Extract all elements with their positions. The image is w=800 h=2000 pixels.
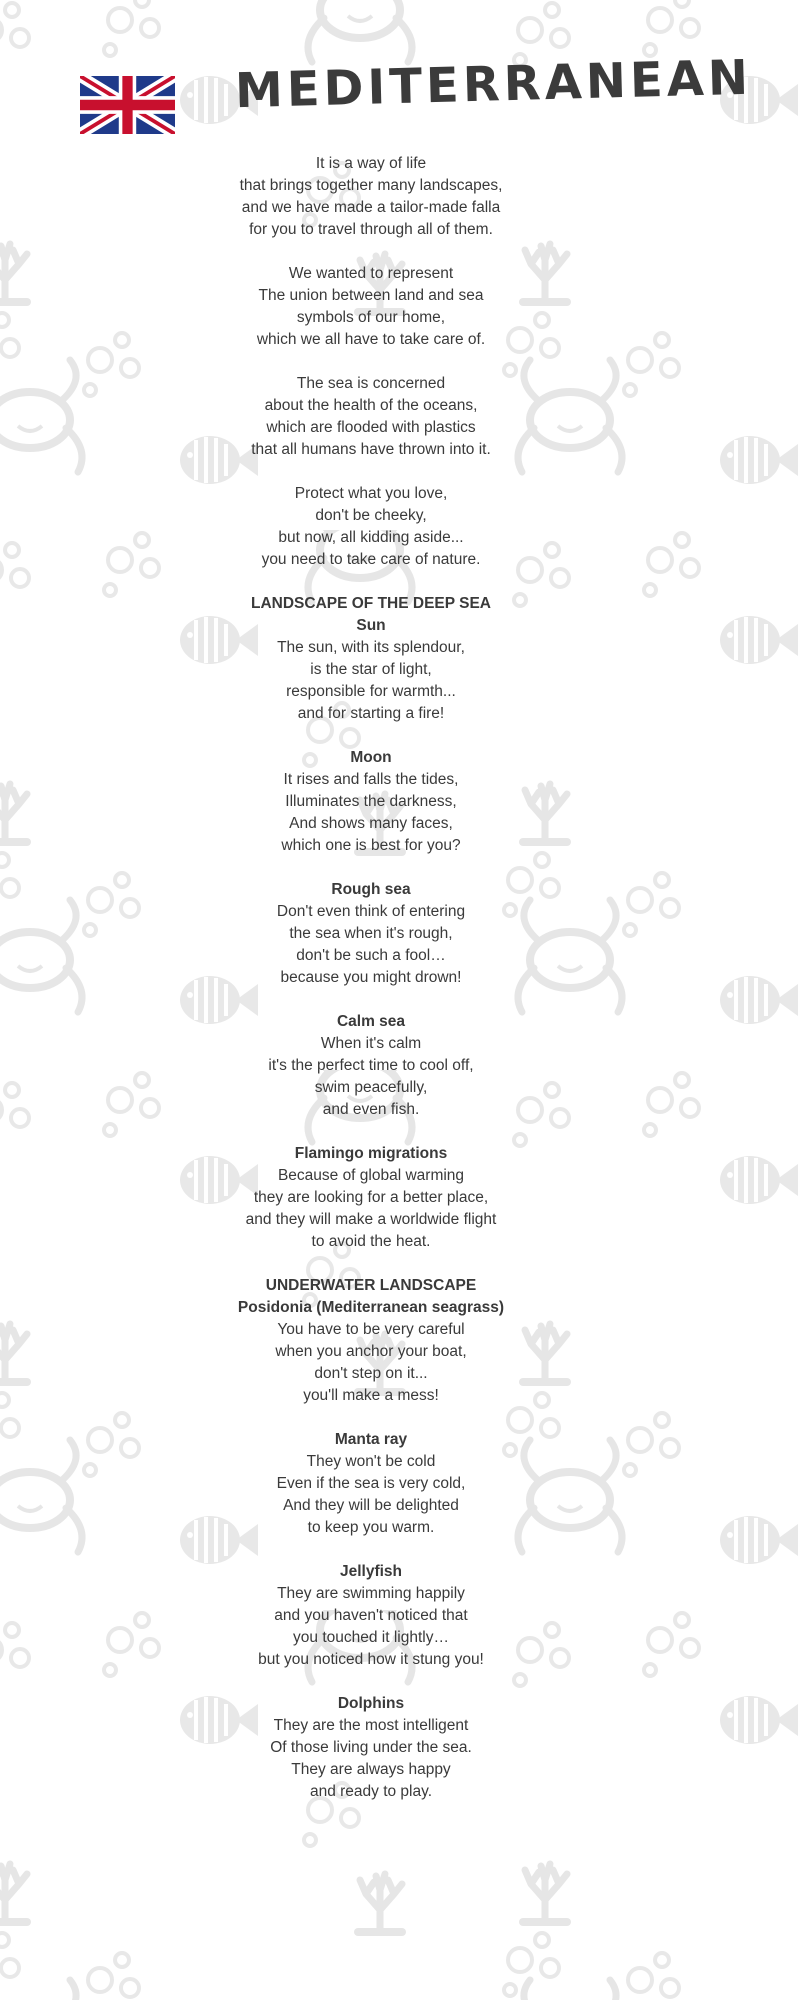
poem-line: you'll make a mess! (303, 1387, 439, 1404)
poem-line: don't be such a fool… (296, 947, 446, 964)
poem-line: don't step on it... (314, 1365, 428, 1382)
stanza (200, 483, 542, 571)
poem-title: Posidonia (Mediterranean seagrass) (237, 1299, 505, 1316)
poem-line: The union between land and sea (258, 287, 484, 304)
poem-line: And they will be delighted (283, 1497, 459, 1514)
poem-line: They are swimming happily (277, 1585, 465, 1602)
poem-line: they are looking for a better place, (253, 1189, 489, 1206)
poem-line: The sun, with its splendour, (277, 639, 465, 656)
poem-line: swim peacefully, (314, 1079, 428, 1096)
poem-line: that brings together many landscapes, (239, 177, 503, 194)
poem-line: and ready to play. (309, 1783, 433, 1800)
poem-line: You have to be very careful (277, 1321, 465, 1338)
poem-intro (200, 153, 542, 571)
poem-section (200, 1275, 542, 1407)
poem-line: It rises and falls the tides, (283, 771, 459, 788)
poem-line: and we have made a tailor-made falla (241, 199, 501, 216)
poem-line: It is a way of life (315, 155, 427, 172)
uk-flag-icon (80, 76, 175, 134)
poem-line: it's the perfect time to cool off, (268, 1057, 474, 1074)
poem-line: Don't even think of entering (276, 903, 466, 920)
poem-section (200, 747, 542, 857)
poem (200, 153, 542, 1825)
poem-line: and they will make a worldwide flight (245, 1211, 497, 1228)
poem-line: symbols of our home, (296, 309, 446, 326)
poem-section (200, 1693, 542, 1803)
section-heading: UNDERWATER LANDSCAPE (265, 1277, 477, 1294)
poem-line: When it's calm (320, 1035, 422, 1052)
poem-line: Illuminates the darkness, (285, 793, 457, 810)
poem-section (200, 593, 542, 725)
poem-line: but now, all kidding aside... (278, 529, 464, 546)
poem-line: to keep you warm. (307, 1519, 435, 1536)
poem-line: Of those living under the sea. (270, 1739, 472, 1756)
poem-line: you touched it lightly… (293, 1629, 449, 1646)
stanza (200, 373, 542, 461)
poem-line: about the health of the oceans, (264, 397, 478, 414)
poem-title: Manta ray (334, 1431, 408, 1448)
poem-line: when you anchor your boat, (275, 1343, 467, 1360)
poem-line: and for starting a fire! (297, 705, 445, 722)
poem-section (200, 1561, 542, 1671)
poem-line: is the star of light, (310, 661, 432, 678)
poem-line: Even if the sea is very cold, (276, 1475, 466, 1492)
poem-section (200, 1143, 542, 1253)
poem-section (200, 1011, 542, 1121)
poem-line: and even fish. (322, 1101, 420, 1118)
poem-line: We wanted to represent (288, 265, 454, 282)
poem-title: Flamingo migrations (294, 1145, 448, 1162)
poem-title: Jellyfish (339, 1563, 403, 1580)
poem-line: because you might drown! (280, 969, 462, 986)
poem-title: Calm sea (336, 1013, 406, 1030)
poem-line: and you haven't noticed that (274, 1607, 468, 1624)
poem-line: that all humans have thrown into it. (251, 441, 491, 458)
poem-line: to avoid the heat. (311, 1233, 431, 1250)
poem-line: but you noticed how it stung you! (258, 1651, 484, 1668)
stanza (200, 263, 542, 351)
page-title: MEDITERRANEAN (234, 49, 753, 120)
poem-line: Protect what you love, (294, 485, 448, 502)
poem-line: the sea when it's rough, (289, 925, 453, 942)
poem-sections (200, 593, 542, 1803)
poem-title: Dolphins (337, 1695, 405, 1712)
poem-line: Because of global warming (277, 1167, 465, 1184)
poem-line: And shows many faces, (289, 815, 453, 832)
section-heading: LANDSCAPE OF THE DEEP SEA (250, 595, 491, 612)
poem-line: responsible for warmth... (286, 683, 456, 700)
poem-line: don't be cheeky, (315, 507, 427, 524)
poem-line: which are flooded with plastics (266, 419, 476, 436)
poem-section (200, 1429, 542, 1539)
stanza (200, 153, 542, 241)
poem-line: which we all have to take care of. (256, 331, 486, 348)
poem-line: The sea is concerned (296, 375, 446, 392)
poem-section (200, 879, 542, 989)
poem-title: Rough sea (331, 881, 411, 898)
poem-line: which one is best for you? (281, 837, 461, 854)
poem-line: They are always happy (291, 1761, 451, 1778)
poem-title: Moon (350, 749, 392, 766)
poem-line: They won't be cold (306, 1453, 436, 1470)
poem-line: for you to travel through all of them. (249, 221, 493, 238)
poem-line: They are the most intelligent (273, 1717, 469, 1734)
poem-line: you need to take care of nature. (261, 551, 481, 568)
poem-title: Sun (356, 617, 386, 634)
